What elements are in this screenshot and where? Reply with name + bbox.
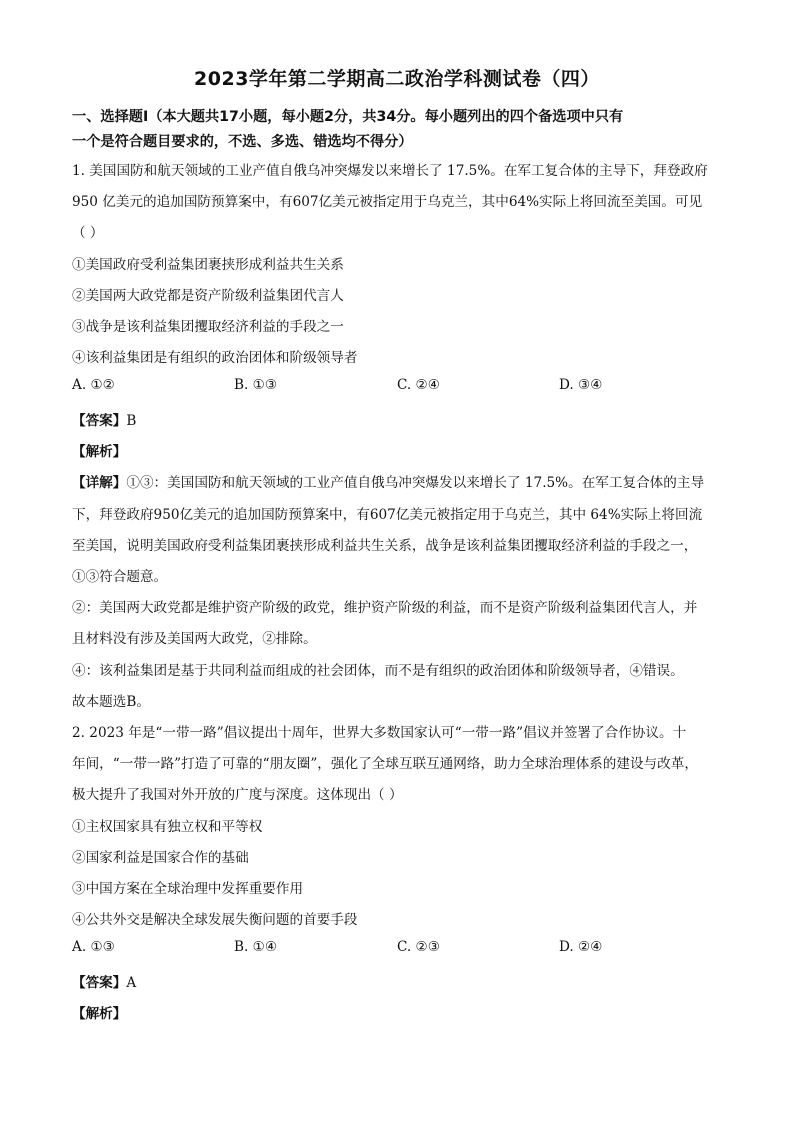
q2-answer-label: 【答案】	[72, 975, 127, 991]
page-title: 2023学年第二学期高二政治学科测试卷（四）	[194, 68, 600, 90]
q1-detail-line8: 故本题选B。	[72, 694, 150, 710]
q1-option-d: D. ③④	[559, 377, 603, 393]
q1-stem-line3: （ ）	[72, 225, 104, 241]
q1-option-c: C. ②④	[397, 377, 440, 393]
q1-detail-line5: ②：美国两大政党都是维护资产阶级的政党，维护资产阶级的利益，而不是资产阶级利益集团代言人，并	[72, 600, 698, 616]
section-heading-line1: 一、选择题Ⅰ（本大题共17小题，每小题2分，共34分。每小题列出的四个备选项中只有	[72, 109, 624, 125]
q2-item-2: ②国家利益是国家合作的基础	[72, 850, 249, 866]
q2-item-1: ①主权国家具有独立权和平等权	[72, 819, 263, 835]
q2-analysis-label: 【解析】	[72, 1006, 127, 1022]
q1-detail-line2: 下，拜登政府950亿美元的追加国防预算案中，有607亿美元被指定用于乌克兰，其中 64%实际上将回流	[72, 507, 703, 523]
q1-stem-line1: 1. 美国国防和航天领域的工业产值自俄乌冲突爆发以来增长了 17.5%。在军工复合体的主导下，拜登政府	[72, 163, 708, 179]
q2-item-4: ④公共外交是解决全球发展失衡问题的首要手段	[72, 912, 358, 928]
q2-answer-value: A	[126, 975, 137, 991]
q1-detail-line7: ④：该利益集团是基于共同利益而组成的社会团体，而不是有组织的政治团体和阶级领导者，④错误。	[72, 663, 684, 679]
q1-answer	[72, 409, 136, 429]
q2-option-c: C. ②③	[397, 939, 440, 955]
q1-item-1: ①美国政府受利益集团裹挟形成利益共生关系	[72, 257, 344, 273]
q1-analysis-label: 【解析】	[72, 444, 127, 460]
q1-detail-text-1: ①③：美国国防和航天领域的工业产值自俄乌冲突爆发以来增长了 17.5%。在军工复合体的主导	[126, 475, 705, 491]
q2-item-3: ③中国方案在全球治理中发挥重要作用	[72, 881, 304, 897]
q1-detail-line3: 至美国，说明美国政府受利益集团裹挟形成利益共生关系，战争是该利益集团攫取经济利益的手段之一，	[72, 538, 698, 554]
q2-stem-line1: 2. 2023 年是“一带一路”倡议提出十周年，世界大多数国家认可“一带一路”倡议并签署了合作协议。十	[72, 725, 687, 741]
q2-option-b: B. ①④	[234, 939, 278, 955]
section-heading-line2: 一个是符合题目要求的，不选、多选、错选均不得分）	[72, 134, 413, 150]
q1-item-2: ②美国两大政党都是资产阶级利益集团代言人	[72, 288, 344, 304]
q2-answer	[72, 971, 136, 991]
q2-stem-line3: 极大提升了我国对外开放的广度与深度。这体现出（ ）	[72, 787, 403, 803]
q1-option-a: A. ①②	[72, 377, 115, 393]
q1-answer-label: 【答案】	[72, 413, 127, 429]
q1-detail-line4: ①③符合题意。	[72, 569, 168, 585]
q1-detail-line6: 且材料没有涉及美国两大政党，②排除。	[72, 631, 317, 647]
q1-item-3: ③战争是该利益集团攫取经济利益的手段之一	[72, 319, 344, 335]
q1-detail-label: 【详解】	[72, 475, 127, 491]
q1-item-4: ④该利益集团是有组织的政治团体和阶级领导者	[72, 350, 358, 366]
q1-detail-line1	[72, 471, 704, 491]
q2-option-a: A. ①③	[72, 939, 115, 955]
q2-stem-line2: 年间，“一带一路”打造了可靠的“朋友圈”，强化了全球互联互通网络，助力全球治理体系的建设与改革，	[72, 756, 698, 772]
q1-stem-line2: 950 亿美元的追加国防预算案中，有607亿美元被指定用于乌克兰，其中64%实际上将回流至美国。可见	[72, 194, 703, 210]
q1-answer-value: B	[126, 413, 137, 429]
q1-option-b: B. ①③	[234, 377, 278, 393]
q2-option-d: D. ②④	[559, 939, 603, 955]
